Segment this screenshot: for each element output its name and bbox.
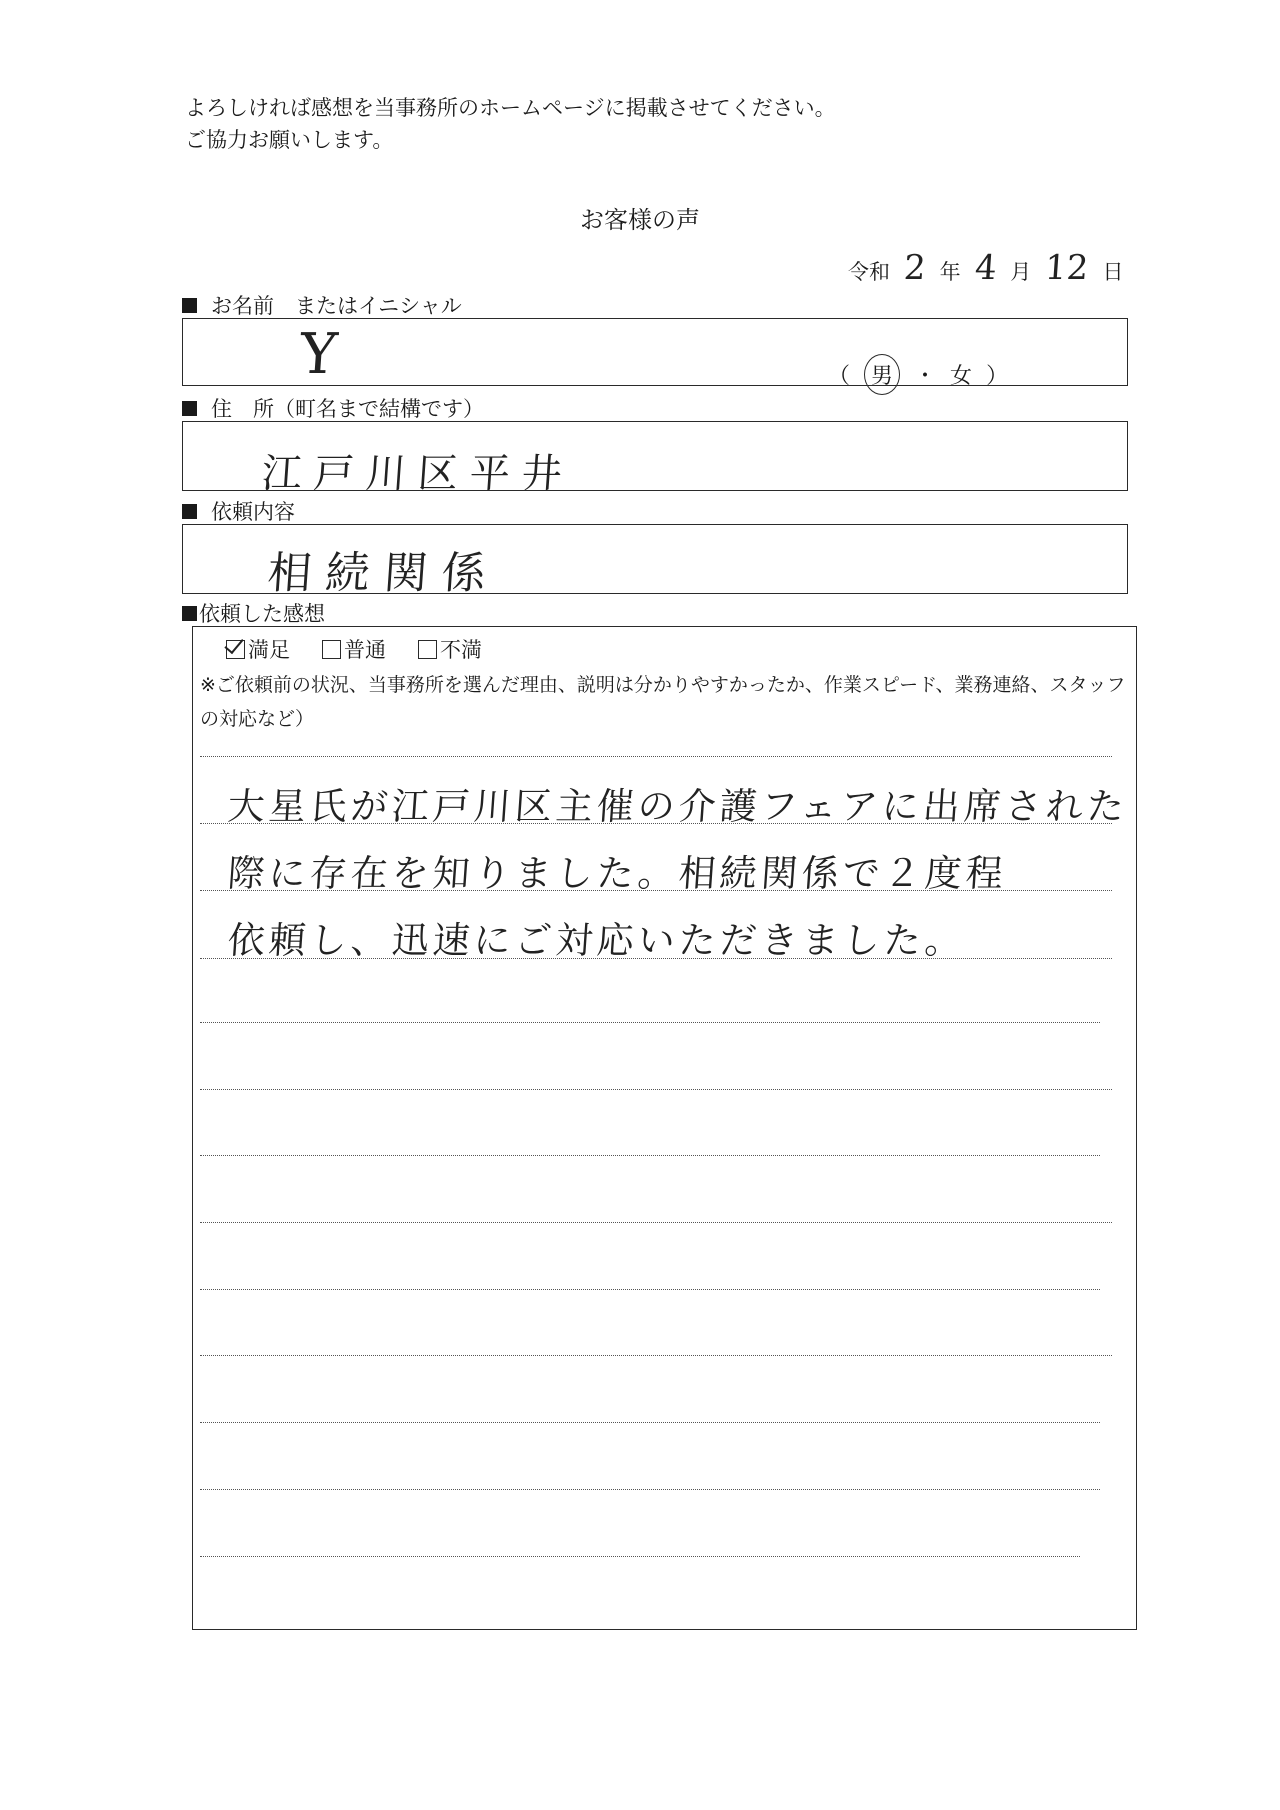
intro-line-1: よろしければ感想を当事務所のホームページに掲載させてください。 (185, 96, 836, 120)
dotted-line (200, 1355, 1112, 1356)
address-value: 江戸川区平井 (260, 451, 576, 497)
square-bullet-icon (182, 298, 197, 313)
date-day: 12 (1043, 248, 1090, 288)
name-value: Y (297, 322, 340, 387)
intro-text (185, 92, 836, 156)
gender-close-paren: ） (986, 364, 1009, 389)
checkbox-checked-icon[interactable] (226, 640, 245, 659)
date-month-label: 月 (1010, 260, 1032, 284)
gender-female: 女 (950, 364, 973, 389)
square-bullet-icon (182, 504, 197, 519)
comment-line-1: 大星氏が江戸川区主催の介護フェアに出席された (226, 785, 1130, 828)
dotted-line (200, 1489, 1100, 1490)
rating-option-normal[interactable]: 普通 (322, 634, 386, 664)
page-title: お客様の声 (580, 206, 700, 234)
dotted-line (200, 1155, 1100, 1156)
date-year: 2 (902, 248, 928, 288)
checkbox-icon[interactable] (322, 640, 341, 659)
comment-line-2: 際に存在を知りました。相続関係で２度程 (226, 852, 1009, 895)
dotted-line (200, 1289, 1100, 1290)
address-section-label (182, 393, 484, 423)
gender-open-paren: （ (828, 364, 851, 389)
request-section-label (182, 496, 295, 526)
name-section-label (182, 290, 462, 320)
square-bullet-icon (182, 401, 197, 416)
impression-label-text: 依頼した感想 (199, 602, 325, 626)
date-era: 令和 (848, 260, 890, 284)
impression-note: ※ご依頼前の状況、当事務所を選んだ理由、説明は分かりやすかったか、作業スピード、業務連絡、スタッフの対応など） (200, 674, 1126, 730)
gender-male: 男 (864, 354, 900, 395)
date (848, 248, 1124, 288)
square-bullet-icon (182, 606, 197, 621)
request-label-text: 依頼内容 (211, 500, 295, 524)
rating-option-dissatisfied[interactable]: 不満 (418, 634, 482, 664)
dotted-line (200, 1022, 1100, 1023)
rating-options (226, 634, 482, 664)
request-value: 相続関係 (265, 548, 502, 599)
address-label-text: 住 所（町名まで結構です） (211, 397, 484, 421)
dotted-line (200, 756, 1112, 757)
dotted-line (200, 1556, 1080, 1557)
dotted-line (200, 1422, 1100, 1423)
intro-line-2: ご協力お願いします。 (185, 128, 394, 152)
name-label-text: お名前 またはイニシャル (211, 294, 462, 318)
impression-section-label (182, 598, 325, 628)
comment-line-3: 依頼し、迅速にご対応いただきました。 (226, 919, 968, 962)
date-day-label: 日 (1102, 260, 1124, 284)
checkbox-icon[interactable] (418, 640, 437, 659)
gender-separator: ・ (914, 364, 937, 389)
date-year-label: 年 (939, 260, 961, 284)
dotted-line (200, 1222, 1112, 1223)
dotted-line (200, 1089, 1112, 1090)
rating-option-satisfied[interactable]: 満足 (226, 634, 290, 664)
date-month: 4 (973, 248, 998, 288)
gender-selector (828, 354, 1008, 395)
